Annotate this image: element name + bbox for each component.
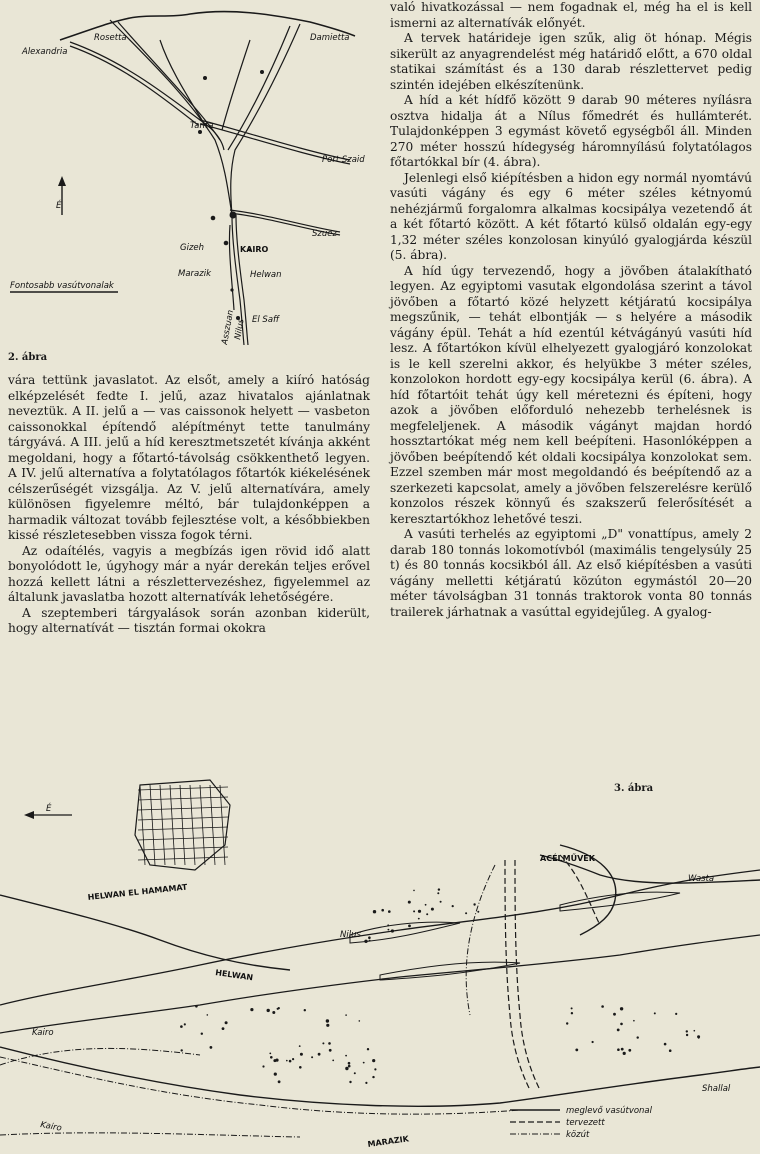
map-dot	[571, 1007, 573, 1009]
label-helwan: Helwan	[250, 270, 282, 280]
map-dot	[431, 908, 434, 911]
map-dot	[300, 1053, 303, 1056]
map-dot	[270, 1056, 273, 1059]
map-dot	[413, 910, 415, 912]
map-dot	[292, 1058, 294, 1060]
map-dot	[571, 1012, 573, 1014]
map-dot	[637, 1036, 639, 1038]
map-dot	[408, 925, 411, 928]
map-dot	[628, 1049, 631, 1052]
map-dot	[278, 1080, 281, 1083]
paragraph: A híd úgy tervezendő, hogy a jövőben átalakítható legyen. Az egyiptomi vasutak elgondolása szerint a távol jövőben a főtartó közé helyzett kétjáratú kocsipálya megszűnik, — tehát elbontják — s helyére a második vágány épül. Tehát a híd ezentúl kétvágányú vasúti híd lesz. A főtartókon kívül elhelyezett gyalogjáró konzolokat is le kell szerelni akkor, és helyükbe 3 méter széles, konzolokon hordott egy-egy kocsipálya kerül (6. ábra). A híd főtartóit tehát úgy kell méretezni és építeni, hogy azok a jövőben előforduló nehezebb terhelésnek is megfeleljenek. A második vágányt majdan hordó hossztartókat még nem kell beépíteni. Hasonlóképpen a jövőben beépítendő két oldali kocsipálya konzolokat sem. Ezzel szemben már most megoldandó és beépítendő az a szerkezeti kapcsolat, amely a jövőben felszerelésre kerülő konzolos részek könnyű és szakszerű felerősítését a keresztartókhoz lehetővé teszi.	[390, 263, 752, 526]
map-dot	[299, 1066, 302, 1069]
paragraph: A vasúti terhelés az egyiptomi „D" vonattípus, amely 2 darab 180 tonnás lokomotívból (maximális tengelysúly 25 t) és 80 tonnás kocsikból áll. Az első kiépítésben a vasúti vágány melletti kétjáratú közúton egymástól 20—20 méter távolságban 31 tonnás traktorok vonta 80 tonnás trailerek járhatnak a vasúttal egyidejűleg. A gyalog-	[390, 527, 752, 619]
figure-3-legend	[510, 1106, 653, 1140]
map-dot	[477, 911, 479, 913]
map-dot	[332, 1060, 334, 1062]
label-damietta: Damietta	[310, 33, 350, 43]
map-dot	[274, 1073, 277, 1076]
map-dot	[328, 1042, 331, 1045]
label-nilus: Nilus	[233, 318, 247, 341]
map-dot	[363, 1062, 365, 1064]
map-dot	[250, 1008, 253, 1011]
paragraph: való hivatkozással — nem fogadnak el, még ha el is kell ismerni az alternatívák előnyét.	[390, 0, 752, 30]
figure-2-legend: Fontosabb vasútvonalak	[10, 281, 114, 291]
label-helwan: HELWAN	[214, 968, 254, 983]
label-kairo-upper: Kairo	[32, 1028, 54, 1038]
map-dot	[304, 1009, 306, 1011]
map-dot	[272, 1011, 275, 1014]
map-dot	[275, 1059, 278, 1062]
planned-railway	[505, 855, 600, 1090]
legend-planned: tervezett	[566, 1118, 605, 1128]
map-dot	[207, 1014, 209, 1016]
map-dot	[195, 1005, 198, 1008]
town-grid	[135, 780, 230, 870]
map-dot	[262, 1065, 264, 1067]
map-dot	[381, 909, 384, 912]
map-dot	[425, 904, 427, 906]
label-helwan-el-hamamat: HELWAN EL HAMAMAT	[87, 882, 188, 902]
label-gizeh: Gizeh	[180, 243, 205, 253]
map-dot	[426, 913, 428, 915]
map-dot	[329, 1049, 332, 1052]
map-dot	[348, 1065, 351, 1068]
map-dot	[617, 1029, 620, 1032]
label-szuez: Szuez	[312, 229, 337, 239]
figure-3-caption: 3. ábra	[614, 783, 654, 794]
label-wasta: Wasta	[688, 874, 715, 884]
map-dot	[698, 1037, 700, 1039]
map-dot	[669, 1049, 672, 1052]
label-nilus: Nilus	[340, 930, 361, 940]
map-dot	[222, 1027, 225, 1030]
map-dot	[326, 1019, 329, 1022]
svg-text:É: É	[56, 201, 62, 211]
map-dot	[359, 1020, 361, 1022]
figure-3-map	[0, 765, 760, 1150]
map-dot	[372, 1076, 374, 1078]
label-acelmuvek: ACÉLMŰVEK	[540, 854, 595, 863]
map-dot	[408, 901, 411, 904]
paragraph: A szeptemberi tárgyalások során azonban kiderült, hogy alternatívát — tisztán formai okokra	[8, 605, 370, 635]
map-dot	[617, 1048, 620, 1051]
road	[0, 865, 520, 1137]
map-dot	[349, 1081, 351, 1083]
map-dot	[289, 1060, 292, 1063]
map-dot	[620, 1007, 623, 1010]
map-dot	[345, 1055, 347, 1057]
map-dot	[201, 1033, 203, 1035]
map-dot	[372, 1059, 375, 1062]
map-dot	[180, 1025, 183, 1028]
figure-2-map	[0, 0, 380, 345]
map-dot	[210, 1046, 213, 1049]
map-dot	[368, 936, 371, 939]
label-el-saff: El Saff	[252, 315, 280, 325]
map-dot	[388, 910, 391, 913]
paragraph: A híd a két hídfő között 9 darab 90 méteres nyílásra osztva hidalja át a Nílus főmedrét és hullámterét. Tulajdonképpen 3 egymást követő egységből áll. Minden 270 méter hosszú hídegység háromnyílású folytatólagos főtartókkal bír (4. ábra).	[390, 93, 752, 169]
label-rosetta: Rosetta	[94, 33, 127, 43]
label-port-szaid: Port Szaid	[322, 155, 365, 165]
map-dot	[345, 1067, 348, 1070]
map-dot	[354, 1072, 356, 1074]
legend-existing: meglevő vasútvonal	[566, 1106, 653, 1116]
map-dot	[299, 1045, 301, 1047]
map-dot	[623, 1052, 626, 1055]
map-dot	[269, 1053, 271, 1055]
map-dot	[440, 901, 442, 903]
north-arrow-icon	[24, 802, 72, 819]
map-dot	[601, 1005, 604, 1008]
paragraph: A tervek határideje igen szűk, alig öt hónap. Mégis sikerült az anyagrendelést még határidő előtt, a 670 oldal statikai számítást és a 130 darab részlettervet pedig szintén idejében elkészítenünk.	[390, 31, 752, 92]
map-dot	[592, 1041, 594, 1043]
map-dot	[613, 1013, 616, 1016]
label-tanta: Tanta	[190, 121, 214, 131]
map-dot	[452, 905, 454, 907]
map-dot	[225, 1021, 228, 1024]
map-dot	[181, 1049, 183, 1051]
label-asszuan: Asszuan	[220, 309, 237, 345]
map-dot	[322, 1042, 324, 1044]
map-dot	[318, 1053, 321, 1056]
map-dot	[364, 940, 367, 943]
map-dot	[465, 912, 467, 914]
map-dot	[326, 1024, 329, 1027]
map-dot	[387, 924, 389, 926]
map-dot	[620, 1023, 623, 1026]
map-dot	[418, 910, 421, 913]
map-dot	[437, 892, 439, 894]
map-dot	[367, 1048, 369, 1050]
map-dot	[348, 1062, 351, 1065]
paragraph: Jelenlegi első kiépítésben a hidon egy normál nyomtávú vasúti vágány és egy 6 méter széles kétnyomú nehézjármű forgalomra alkalmas kocsipálya vezetendő át a két főtartó között. A két főtartó külső oldalán egy-egy 1,32 méter széles konzolosan kinyúló gyalogjárda készül (5. ábra).	[390, 170, 752, 262]
map-dot	[675, 1013, 677, 1015]
figure-2-caption: 2. ábra	[8, 352, 48, 363]
map-dot	[369, 940, 371, 942]
map-dot	[391, 929, 394, 932]
map-dot	[345, 1014, 347, 1016]
figure-2-svg	[0, 0, 380, 345]
paragraph: vára tettünk javaslatot. Az elsőt, amely a kiíró hatóság elképzelését fedte I. jelű, azaz hivatalos ajánlatnak neveztük. A II. jelű a — vas caissonok helyett — vasbeton caissonokkal építendő alépítményt tette tanulmány tárgyává. A III. jelű a híd keresztmetszetét kívánja akként megoldani, hogy a főtartó-távolság csökkenthető legyen. A IV. jelű alternatíva a folytatólagos főtartók kiékelésének célszerűségét vizsgálja. Az V. jelű alternatívára, amely különösen figyelemre méltó, bár tulajdonképpen a harmadik változat tovább fejlesztése volt, a későbbiekben kissé részletesebben vissza fogok térni.	[8, 373, 370, 542]
map-dot	[184, 1023, 186, 1025]
map-dot	[438, 888, 440, 890]
map-dot	[388, 929, 390, 931]
figure-3-svg	[0, 765, 760, 1150]
map-dot	[374, 1068, 376, 1070]
svg-text:É: É	[46, 804, 52, 814]
map-dot	[654, 1012, 656, 1014]
label-kairo-lower: Kairo	[39, 1120, 63, 1134]
label-alexandria: Alexandria	[22, 47, 68, 57]
map-dot	[413, 890, 415, 892]
legend-road: közút	[566, 1130, 590, 1140]
map-dot	[267, 1009, 270, 1012]
map-dot	[365, 1082, 367, 1084]
map-dot	[575, 1049, 578, 1052]
map-dot	[633, 1020, 635, 1022]
left-column-text	[8, 373, 370, 637]
label-marazik: Marazik	[178, 269, 211, 279]
label-kairo: KAIRO	[240, 245, 269, 254]
map-dot	[373, 910, 376, 913]
map-dot	[418, 918, 420, 920]
label-marazik: MARAZIK	[367, 1134, 410, 1149]
right-column-text	[390, 0, 752, 750]
label-shallal: Shallal	[702, 1084, 731, 1094]
map-dot	[566, 1022, 568, 1024]
map-dot	[473, 903, 475, 905]
map-dot	[311, 1056, 313, 1058]
map-dot	[277, 1008, 279, 1010]
map-dot	[621, 1048, 624, 1051]
north-arrow-icon	[56, 176, 66, 215]
map-dot	[694, 1030, 696, 1032]
map-dot	[686, 1030, 688, 1032]
map-dot	[664, 1043, 667, 1046]
map-dot	[286, 1060, 288, 1062]
map-dot	[686, 1034, 688, 1036]
paragraph: Az odaítélés, vagyis a megbízás igen rövid idő alatt bonyolódott le, úgyhogy már a nyár derekán teljes erővel hozzá kellett látni a részlettervezéshez, figyelemmel az általunk javaslatba hozott alternatívák lehetőségére.	[8, 543, 370, 604]
